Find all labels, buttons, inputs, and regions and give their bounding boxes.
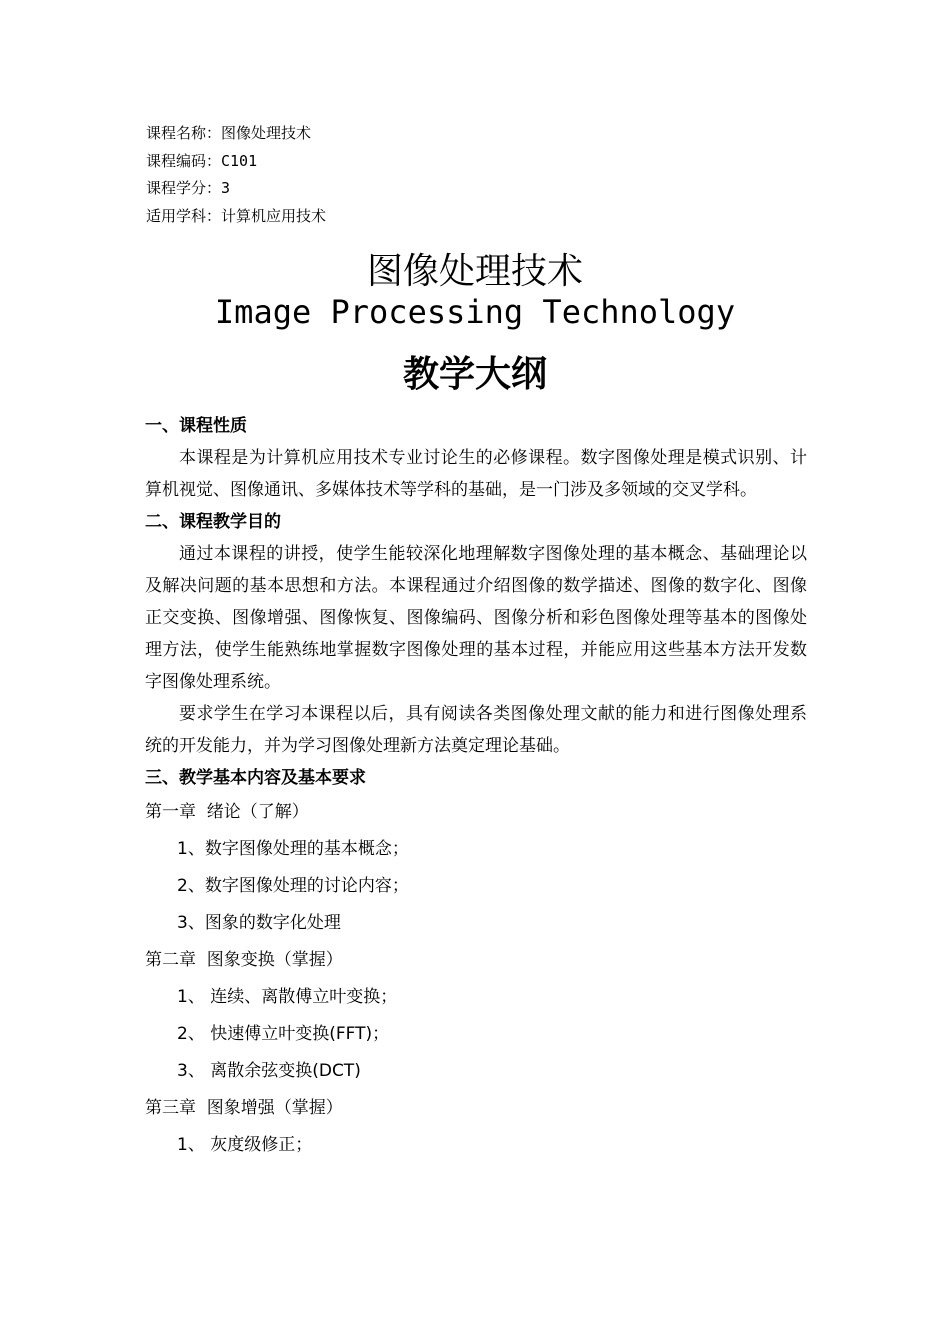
section-heading-content: 三、教学基本内容及基本要求 (145, 768, 366, 788)
course-discipline: 适用学科：计算机应用技术 (146, 206, 327, 225)
syllabus-subtitle: 教学大纲 (402, 354, 547, 395)
chapter-item: 3、图象的数字化处理 (177, 913, 341, 933)
section-heading-nature: 一、课程性质 (145, 416, 247, 436)
title-chinese: 图像处理技术 (366, 251, 583, 292)
chapter-title: 第一章 绪论（了解） (145, 802, 309, 822)
chapter-item: 1、 连续、离散傅立叶变换； (177, 987, 398, 1007)
title-english: Image Processing Technology (214, 293, 736, 331)
chapter-title: 第三章 图象增强（掌握） (145, 1098, 343, 1118)
section-heading-purpose: 二、课程教学目的 (145, 512, 281, 532)
chapter-title: 第二章 图象变换（掌握） (145, 950, 343, 970)
course-credits: 课程学分：3 (146, 179, 231, 197)
syllabus-body (145, 410, 807, 1164)
chapter-item: 2、数字图像处理的讨论内容； (177, 876, 409, 896)
course-code: 课程编码：C101 (146, 151, 258, 170)
chapter-item: 2、 快速傅立叶变换(FFT)； (177, 1024, 390, 1044)
chapter-item: 1、数字图像处理的基本概念； (177, 839, 409, 859)
course-name: 课程名称：图像处理技术 (146, 124, 312, 142)
section-paragraph: 要求学生在学习本课程以后，具有阅读各类图像处理文献的能力和进行图像处理系统的开发能力，并为学习图像处理新方法奠定理论基础。 (145, 704, 807, 756)
section-paragraph: 本课程是为计算机应用技术专业讨论生的必修课程。数字图像处理是模式识别、计算机视觉、图像通讯、多媒体技术等学科的基础，是一门涉及多领域的交叉学科。 (145, 448, 807, 500)
course-meta (146, 122, 326, 232)
chapter-item: 3、 离散余弦变换(DCT) (177, 1061, 361, 1081)
section-paragraph: 通过本课程的讲授，使学生能较深化地理解数字图像处理的基本概念、基础理论以及解决问题的基本思想和方法。本课程通过介绍图像的数学描述、图像的数字化、图像正交变换、图像增强、图像恢复、图像编码、图像分析和彩色图像处理等基本的图像处理方法，使学生能熟练地掌握数字图像处理的基本过程，并能应用这些基本方法开发数字图像处理系统。 (145, 544, 807, 692)
chapter-item: 1、 灰度级修正； (177, 1135, 313, 1155)
